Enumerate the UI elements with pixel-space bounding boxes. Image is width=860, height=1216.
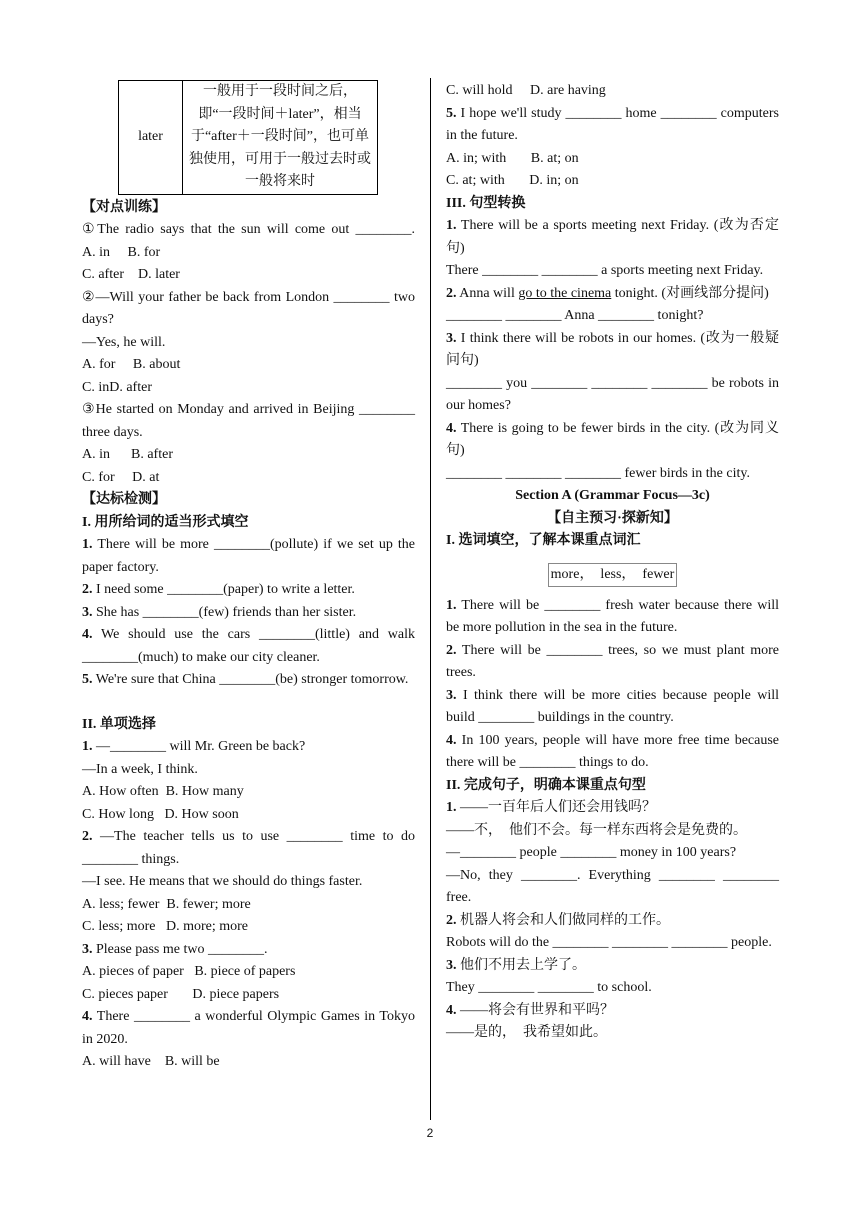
fill-5-text: We're sure that China ________(be) stronger tomorrow. xyxy=(95,672,409,687)
sentence-title: 完成句子，明确本课重点句型 xyxy=(463,777,646,793)
practice-q1-options-cd: C. after D. later xyxy=(82,267,180,282)
vocab-item-3 xyxy=(446,685,779,730)
mc-item-4 xyxy=(82,1006,415,1051)
sentence-3-num: 3. xyxy=(446,957,457,973)
mc-1-options-cd: C. How long D. How soon xyxy=(82,806,239,822)
mc-1-answer: —In a week, I think. xyxy=(82,761,198,777)
mc-4-text: There ________ a wonderful Olympic Games in Tokyo in 2020. xyxy=(82,1009,415,1047)
practice-q1-options-ab: A. in B. for xyxy=(82,244,161,260)
practice-q1: ①The radio says that the sun will come out ________. xyxy=(82,222,415,237)
table-key-cell: later xyxy=(119,81,183,195)
transform-3-num: 3. xyxy=(446,330,457,346)
fill-5-num: 5. xyxy=(82,672,93,687)
transform-2-num: 2. xyxy=(446,285,457,301)
sentence-1-cn2: ——不， 他们不会。每一样东西将会是免费的。 xyxy=(446,822,747,838)
transform-3-text: I think there will be robots in our homes. (改为一般疑问句) xyxy=(446,330,780,368)
sentence-1-en: —________ people ________ money in 100 years? xyxy=(446,845,737,860)
transform-item-3 xyxy=(446,328,779,373)
section-2-num: II. xyxy=(82,716,97,732)
fill-1-text: There will be more ________(pollute) if we set up the paper factory. xyxy=(82,537,415,575)
vocab-item-1 xyxy=(446,595,779,640)
vocab-1-text: There will be ________ fresh water because there will be more pollution in the sea in the future. xyxy=(446,597,779,635)
vocab-4-text: In 100 years, people will have more free time because there will be ________ things to do. xyxy=(446,732,779,770)
sentence-2-num: 2. xyxy=(446,912,457,928)
column-divider xyxy=(430,78,431,1120)
fill-2-num: 2. xyxy=(82,582,93,597)
sentence-item-4 xyxy=(446,1000,779,1023)
transform-4-num: 4. xyxy=(446,420,457,436)
fill-1-num: 1. xyxy=(82,537,93,552)
mc-5-options-cd: C. at; with D. in; on xyxy=(446,173,579,188)
fill-3-num: 3. xyxy=(82,604,93,620)
vocab-4-num: 4. xyxy=(446,732,457,748)
practice-q2-options-cd: C. inD. after xyxy=(82,379,152,395)
sentence-4-cn: ——将会有世界和平吗？ xyxy=(460,1002,614,1018)
mc-2-answer: —I see. He means that we should do things faster. xyxy=(82,874,363,889)
sentence-3-cn: 他们不用去上学了。 xyxy=(460,957,586,973)
left-column xyxy=(82,80,415,1074)
sentence-1-cn: ——一百年后人们还会用钱吗？ xyxy=(460,800,656,815)
transform-2-underlined: go to the cinema xyxy=(518,285,612,301)
mc-3-options-cd: C. pieces paper D. piece papers xyxy=(82,986,280,1002)
preview-heading: 【自主预习·探新知】 xyxy=(547,510,678,526)
mc-2-text: —The teacher tells us to use ________ time to do ________ things. xyxy=(82,829,416,867)
vocab-num: I. xyxy=(446,533,455,548)
assessment-heading: 【达标检测】 xyxy=(82,492,166,507)
section-2-heading xyxy=(82,714,415,737)
section-1-heading xyxy=(82,512,415,535)
mc-4-options-ab: A. will have B. will be xyxy=(82,1054,220,1069)
vocab-3-text: I think there will be more cities because people will build ________ buildings in the country. xyxy=(446,687,779,725)
mc-1-text: —________ will Mr. Green be back? xyxy=(96,739,306,754)
transform-4-blank: ________ ________ ________ fewer birds in the city. xyxy=(446,465,750,481)
transform-4-text: There is going to be fewer birds in the city. (改为同义句) xyxy=(446,420,780,458)
transform-1-blank: There ________ ________ a sports meeting next Friday. xyxy=(446,263,764,278)
practice-q2: ②—Will your father be back from London ________ two days? xyxy=(82,289,415,327)
sentence-4-cn2: ——是的， 我希望如此。 xyxy=(446,1025,607,1040)
practice-q3-options-cd: C. for D. at xyxy=(82,469,160,485)
sentence-num: II. xyxy=(446,777,461,793)
vocab-title: 选词填空，了解本课重点词汇 xyxy=(458,533,641,548)
sentence-item-1 xyxy=(446,797,779,820)
right-column xyxy=(446,80,779,1045)
fill-item-3 xyxy=(82,602,415,625)
vocab-heading xyxy=(446,530,779,553)
transform-2-blank: ________ ________ Anna ________ tonight? xyxy=(446,308,704,323)
transform-item-1 xyxy=(446,215,779,260)
vocab-2-num: 2. xyxy=(446,642,457,658)
sentence-1-num: 1. xyxy=(446,800,457,815)
mc-3-options-ab: A. pieces of paper B. piece of papers xyxy=(82,964,296,979)
fill-3-text: She has ________(few) friends than her sister. xyxy=(96,604,357,620)
transform-2-pre: Anna will xyxy=(459,285,515,301)
transform-2-post: tonight. (对画线部分提问) xyxy=(614,285,769,301)
section-3-heading xyxy=(446,193,779,216)
sentence-item-2 xyxy=(446,910,779,933)
page-number: 2 xyxy=(426,1126,434,1140)
mc-3-num: 3. xyxy=(82,941,93,957)
practice-q2-options-ab: A. for B. about xyxy=(82,357,181,372)
mc-item-2 xyxy=(82,826,415,871)
fill-4-num: 4. xyxy=(82,627,93,642)
vocab-2-text: There will be ________ trees, so we must plant more trees. xyxy=(446,642,779,680)
vocab-item-2 xyxy=(446,640,779,685)
mc-item-5 xyxy=(446,103,779,148)
fill-item-5 xyxy=(82,669,415,692)
sentence-1-en2: —No, they ________. Everything ________ ________ free. xyxy=(446,867,779,905)
section-1-num: I. xyxy=(82,514,91,530)
mc-item-1 xyxy=(82,736,415,759)
mc-2-num: 2. xyxy=(82,829,93,844)
mc-3-text: Please pass me two ________. xyxy=(96,941,268,957)
sentence-2-en: Robots will do the ________ ________ ________ people. xyxy=(446,935,772,950)
section-2-title: 单项选择 xyxy=(99,716,156,732)
mc-5-num: 5. xyxy=(446,105,457,121)
mc-2-options-cd: C. less; more D. more; more xyxy=(82,919,249,934)
word-bank-box: more， less， fewer xyxy=(548,563,678,587)
practice-q3: ③He started on Monday and arrived in Beijing ________ three days. xyxy=(82,402,415,440)
table-value-cell: 一般用于一段时间之后，即“一段时间＋later”，相当于“after＋一段时间”，也可单独使用，可用于一般过去时或一般将来时 xyxy=(183,81,378,195)
sentence-4-num: 4. xyxy=(446,1002,457,1018)
mc-4-options-cd: C. will hold D. are having xyxy=(446,83,606,98)
section-3-title: 句型转换 xyxy=(469,195,526,211)
sentence-item-3 xyxy=(446,955,779,978)
mc-4-num: 4. xyxy=(82,1009,93,1024)
fill-item-1 xyxy=(82,534,415,579)
transform-3-blank: ________ you ________ ________ ________ be robots in our homes? xyxy=(446,375,779,413)
section-3-num: III. xyxy=(446,195,466,211)
sentence-2-cn: 机器人将会和人们做同样的工作。 xyxy=(460,912,670,928)
sentence-3-en: They ________ ________ to school. xyxy=(446,980,652,995)
mc-item-3 xyxy=(82,939,415,962)
transform-item-4 xyxy=(446,418,779,463)
sentence-heading xyxy=(446,775,779,798)
mc-5-text: I hope we'll study ________ home ________ computers in the future. xyxy=(446,105,779,143)
section-1-title: 用所给词的适当形式填空 xyxy=(94,514,249,530)
section-a-title: Section A (Grammar Focus—3c) xyxy=(515,488,710,503)
wordbox-wrap xyxy=(446,553,779,595)
vocab-1-num: 1. xyxy=(446,597,457,613)
fill-4-text: We should use the cars ________(little) and walk ________(much) to make our city cleaner. xyxy=(82,627,415,665)
mc-1-options-ab: A. How often B. How many xyxy=(82,784,244,799)
later-usage-table xyxy=(118,80,378,195)
practice-q2-answer: —Yes, he will. xyxy=(82,334,166,350)
fill-2-text: I need some ________(paper) to write a letter. xyxy=(96,582,355,597)
transform-1-num: 1. xyxy=(446,218,457,233)
transform-1-text: There will be a sports meeting next Friday. (改为否定句) xyxy=(446,218,779,256)
transform-item-2 xyxy=(446,283,779,306)
fill-item-2 xyxy=(82,579,415,602)
fill-item-4 xyxy=(82,624,415,669)
mc-2-options-ab: A. less; fewer B. fewer; more xyxy=(82,896,251,912)
mc-5-options-ab: A. in; with B. at; on xyxy=(446,150,579,166)
practice-q3-options-ab: A. in B. after xyxy=(82,447,173,462)
practice-heading: 【对点训练】 xyxy=(82,199,166,215)
vocab-3-num: 3. xyxy=(446,687,457,703)
vocab-item-4 xyxy=(446,730,779,775)
mc-1-num: 1. xyxy=(82,739,93,754)
